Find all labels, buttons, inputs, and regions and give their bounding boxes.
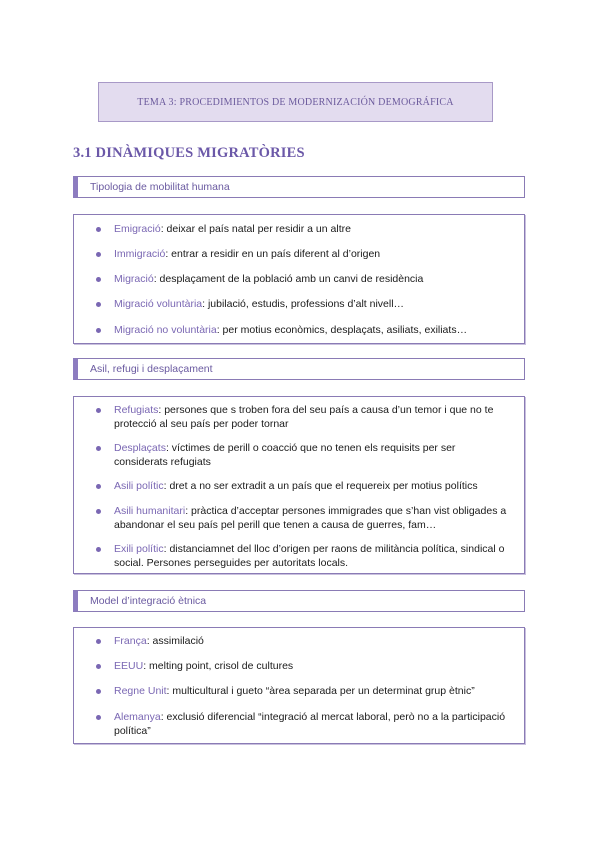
bullet-icon [96,547,101,552]
item-definition: : víctimes de perill o coacció que no tenen els requisits per ser considerats refugiats [114,442,456,468]
item-definition: : distanciamnet del lloc d’origen per raons de militància política, sindical o social. Persones perseguides per autoritats locals. [114,543,505,569]
item-definition: : jubilació, estudis, professions d’alt nivell… [202,298,405,310]
bullet-icon [96,639,101,644]
item-term: Migració no voluntària [114,324,217,336]
item-term: Exili polític [114,543,164,555]
item-definition: : persones que s troben fora del seu país a causa d’un temor i que no te protecció al seu país per poder tornar [114,404,494,430]
bullet-icon [96,252,101,257]
item-term: Alemanya [114,711,161,723]
item-definition: : deixar el país natal per residir a un altre [160,223,351,235]
item-definition: : assimilació [146,635,204,647]
list-box-integration [73,627,525,744]
bullet-icon [96,408,101,413]
bullet-icon [96,446,101,451]
bullet-icon [96,509,101,514]
bullet-icon [96,484,101,489]
category-header-asylum: Asil, refugi i desplaçament [73,358,525,380]
page-banner: TEMA 3: PROCEDIMIENTOS DE MODERNIZACIÓN DEMOGRÁFICA [98,82,493,122]
item-definition: : dret a no ser extradit a un país que el requereix per motius polítics [163,480,478,492]
section-title: 3.1 DINÀMIQUES MIGRATÒRIES [73,145,305,161]
bullet-icon [96,715,101,720]
bullet-icon [96,328,101,333]
item-definition: : multicultural i gueto “àrea separada per un determinat grup ètnic” [166,685,475,697]
item-definition: : desplaçament de la població amb un canvi de residència [153,273,424,285]
item-term: Asili polític [114,480,164,492]
category-header-mobility: Tipologia de mobilitat humana [73,176,525,198]
item-definition: : per motius econòmics, desplaçats, asiliats, exiliats… [216,324,468,336]
list-box-asylum [73,396,525,574]
list-box-mobility [73,214,525,344]
item-term: Desplaçats [114,442,166,454]
bullet-icon [96,227,101,232]
item-term: Asili humanitari [114,505,186,517]
item-definition: : entrar a residir en un país diferent al d’origen [165,248,381,260]
item-term: França [114,635,147,647]
item-definition: : pràctica d’acceptar persones immigrades que s’han vist obligades a abandonar el seu país pel perill que tenen a causa de guerres, fam… [114,505,507,531]
item-term: Immigració [114,248,166,260]
bullet-icon [96,664,101,669]
item-definition: : melting point, crisol de cultures [143,660,294,672]
item-term: Regne Unit [114,685,167,697]
item-definition: : exclusió diferencial “integració al mercat laboral, però no a la participació política” [114,711,506,737]
item-term: Migració [114,273,154,285]
item-term: Emigració [114,223,161,235]
bullet-icon [96,302,101,307]
bullet-icon [96,689,101,694]
item-term: Refugiats [114,404,159,416]
item-term: EEUU [114,660,144,672]
item-term: Migració voluntària [114,298,203,310]
category-header-integration: Model d’integració ètnica [73,590,525,612]
bullet-icon [96,277,101,282]
